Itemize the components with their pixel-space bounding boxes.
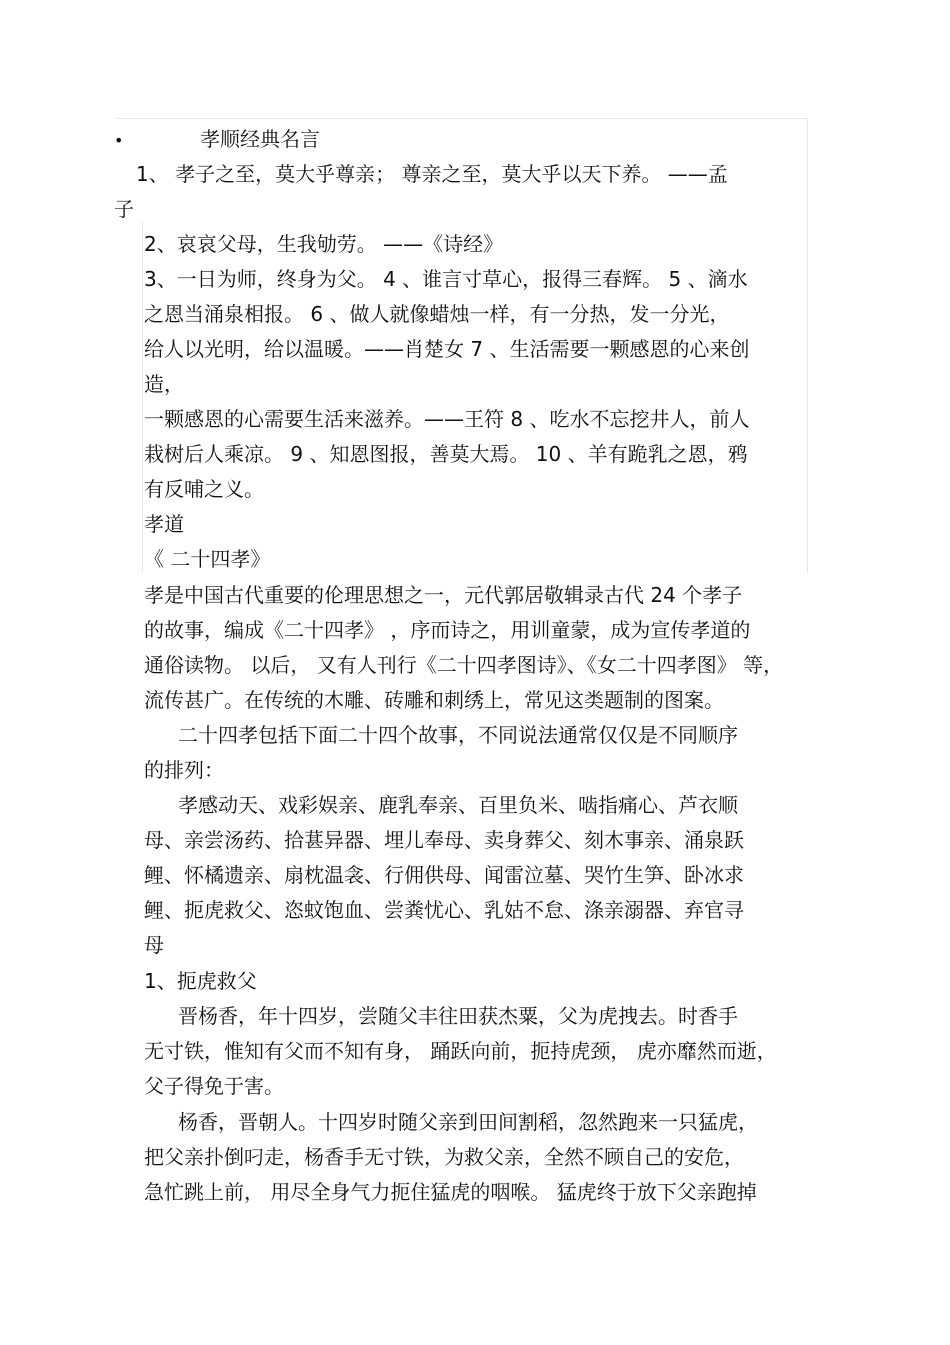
quote-box-left-border — [142, 222, 143, 572]
text-line: 通俗读物。 以后， 又有人刊行《二十四孝图诗》、《女二十四孝图》 等， — [144, 653, 784, 677]
section-title: 孝道 — [144, 512, 184, 536]
text-line: 父子得免于害。 — [144, 1074, 284, 1098]
text-line: 鲤、扼虎救父、恣蚊饱血、尝粪忧心、乳姑不怠、涤亲溺器、弃官寻 — [144, 898, 744, 922]
text-line: 的排列： — [144, 758, 224, 782]
bullet-dot: • — [114, 131, 124, 150]
text-line: 晋杨香，年十四岁，尝随父丰往田获杰粟，父为虎拽去。时香手 — [178, 1004, 738, 1028]
text-line: 无寸铁，惟知有父而不知有身， 踊跃向前，扼持虎颈， 虎亦靡然而逝， — [144, 1039, 777, 1063]
text-line: 栽树后人乘凉。 9 、知恩图报，善莫大焉。 10 、羊有跪乳之恩，鸦 — [144, 442, 748, 466]
text-line: 造， — [144, 372, 184, 396]
text-line: 流传甚广。在传统的木雕、砖雕和刺绣上，常见这类题制的图案。 — [144, 688, 724, 712]
text-line: 1、 孝子之至，莫大乎尊亲； 尊亲之至，莫大乎以天下养。 ——孟 — [136, 162, 728, 186]
text-line: 2、哀哀父母，生我劬劳。 ——《诗经》 — [144, 232, 504, 256]
text-line: 母、亲尝汤药、拾葚异器、埋儿奉母、卖身葬父、刻木事亲、涌泉跃 — [144, 828, 744, 852]
text-line: 孝是中国古代重要的伦理思想之一，元代郭居敬辑录古代 24 个孝子 — [144, 583, 743, 607]
text-line: 子 — [114, 197, 134, 221]
text-line: 鲤、怀橘遗亲、扇枕温衾、行佣供母、闻雷泣墓、哭竹生笋、卧冰求 — [144, 863, 744, 887]
text-line: 急忙跳上前， 用尽全身气力扼住猛虎的咽喉。 猛虎终于放下父亲跑掉 — [144, 1180, 757, 1204]
text-line: 有反哺之义。 — [144, 477, 264, 501]
text-line: 杨香，晋朝人。十四岁时随父亲到田间割稻，忽然跑来一只猛虎， — [178, 1110, 758, 1134]
text-line: 给人以光明，给以温暖。——肖楚女 7 、生活需要一颗感恩的心来创 — [144, 337, 750, 361]
text-line: 的故事，编成《二十四孝》 ，序而诗之，用训童蒙，成为宣传孝道的 — [144, 618, 751, 642]
section-title: 1、扼虎救父 — [144, 969, 257, 993]
text-line: 3、一日为师，终身为父。 4 、谁言寸草心，报得三春辉。 5 、滴水 — [144, 267, 748, 291]
text-line: 二十四孝包括下面二十四个故事，不同说法通常仅仅是不同顺序 — [178, 723, 738, 747]
section-title: 《 二十四孝》 — [144, 547, 271, 571]
text-line: 把父亲扑倒叼走，杨香手无寸铁，为救父亲，全然不顾自己的安危， — [144, 1145, 744, 1169]
text-line: 母 — [144, 933, 164, 957]
page-heading: 孝顺经典名言 — [200, 127, 320, 151]
text-line: 之恩当涌泉相报。 6 、做人就像蜡烛一样，有一分热，发一分光， — [144, 302, 730, 326]
text-line: 一颗感恩的心需要生活来滋养。——王符 8 、吃水不忘挖井人，前人 — [144, 407, 750, 431]
text-line: 孝感动天、戏彩娱亲、鹿乳奉亲、百里负米、啮指痛心、芦衣顺 — [178, 793, 738, 817]
